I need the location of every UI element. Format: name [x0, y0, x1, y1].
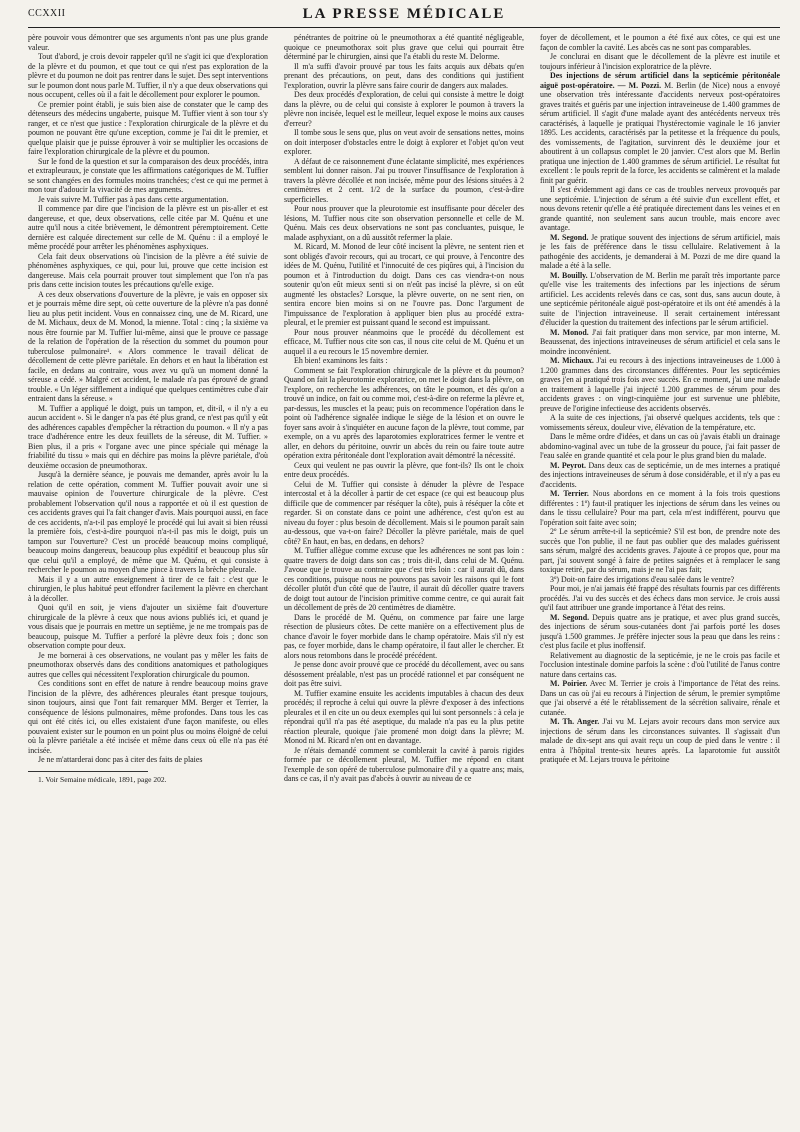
column-3: [540, 33, 780, 1122]
paragraph-text: Je pratique souvent des injections de sérum artificiel, mais je les fais de préférence dans le tissu cellulaire. Relativement à la pathogénie des accidents, je demanderai à M. Pozzi de me dire quand la malade a été à la selle.: [540, 232, 780, 270]
footnote-separator: [28, 771, 148, 772]
paragraph-text: Relativement au diagnostic de la septicémie, je ne le crois pas facile et l'occlusion intestinale domine parfois la scène : d'où l'utilité de l'anus contre nature dans certains cas.: [540, 650, 780, 679]
paragraph: Ceux qui veulent ne pas ouvrir la plèvre, que font-ils? Ils ont le choix entre deux procédés.: [284, 460, 524, 479]
paragraph-text: 2º Le sérum arrête-t-il la septicémie? S'il est bon, de prendre note des succès que l'on publie, il ne faut pas oublier que des malades guérissent sans sérum, malgré des accidents graves. J'ajoute à ce propos que, pour ma part, j'ai souvent songé à faire de petites saignées et à remplacer le sang toxique retiré, par du sérum, mais je ne l'ai pas fait;: [540, 527, 780, 574]
column-1: [28, 33, 268, 1122]
paragraph: Comment se fait l'exploration chirurgicale de la plèvre et du poumon? Quand on fait la pleurotomie exploratrice, on met le doigt dans la plèvre, on l'explore, on recherche les adhérences, on tâte le poumon, et dès qu'on a trouvé un indice, on fait ou comme moi, c'est-à-dire on referme la plèvre et, par-dessus, les muscles et la peau; puis on recommence l'opération dans le point où l'adhérence signalée indique le siège de la lésion et on ouvre le foyer sans avoir à s'inquiéter en aucune façon de la plèvre, tout comme, par exemple, on a vu après des laparotomies exploratrices fermer le ventre et aller, en dehors du péritoine, ouvrir un abcès du rein ou faire toute autre opération extra péritonéale dont l'exploration avait démontré la nécessité.: [284, 365, 524, 460]
paragraph: pénétrantes de poitrine où le pneumothorax a été quantité négligeable, quoique ce pneumothorax soit plus grave que celui qui pourrait être déterminé par le chirurgien, ainsi que l'a établi du reste M. Delorme.: [284, 33, 524, 61]
paragraph-text: Dans deux cas de septicémie, un de mes internes a pratiqué des injections intraveineuses de sérum à dose considérable, et il n'y a pas eu d'accidents.: [540, 460, 780, 489]
speaker-name: M. Terrier.: [550, 489, 589, 498]
speaker-name: M. Segond.: [550, 232, 589, 242]
paragraph-text: A la suite de ces injections, j'ai observé quelques accidents, tels que : vomissements séreux, douleur vive, élévation de la température, etc.: [540, 413, 780, 432]
speaker-name: M. Th. Anger.: [550, 717, 600, 726]
paragraph: Sur le fond de la question et sur la comparaison des deux procédés, intra et extrapleuraux, je constate que les affirmations catégoriques de M. Tuffier se sont changées en des formules moins tranchées; c'est ce qui me permet à mon tour d'adoucir la vivacité de mes arguments.: [28, 156, 268, 194]
paragraph-text: J'ai fait pratiquer dans mon service, par mon interne, M. Beaussenat, des injections intraveineuses de sérum artificiel et cela sans le moindre inconvénient.: [540, 327, 780, 356]
paragraph-text: Depuis quatre ans je pratique, et avec plus grand succès, des injections de sérum sous-cutanées dont j'ai parfois porté les doses jusqu'à 1.500 grammes. Je préfère injecter sous la peau que dans les reins : c'est plus facile et plus inoffensif.: [540, 612, 780, 650]
paragraph: Ce premier point établi, je suis bien aise de constater que le camp des détenseurs des médecins ungaberte, puisque M. Tuffier vient à son tour s'y ranger, et ce n'est que justice : l'exploration chirurgicale de la plèvre et du poumon ne pouvant être qu'une exception, comme je l'ai dit le premier, et quelque plaisir que je puisse éprouver à voir se multiplier les occasions de faire l'exploration chirurgicale de la plèvre et du poumon.: [28, 99, 268, 156]
paragraph: Je me bornerai à ces observations, ne voulant pas y mêler les faits de pneumothorax observés dans des conditions anatomiques et pathologiques autres que celles qui nécessitent l'exploration chirurgicale du poumon.: [28, 650, 268, 679]
speaker-name: M. Poirier.: [550, 679, 588, 688]
paragraph: A défaut de ce raisonnement d'une éclatante simplicité, mes expériences semblent lui donner raison. J'ai pu trouver l'insuffisance de l'exploration à travers la plèvre décollée et non incisée, même pour des lésions situées à 2 centimètres et 2 cent. 1/2 de la surface du poumon, c'est-à-dire superficielles.: [284, 156, 524, 204]
page-header: [28, 6, 780, 26]
paragraph: Pour nous prouver néanmoins que le procédé du décollement est efficace, M. Tuffier nous cite son cas, il nous cite celui de M. Quénu et un auquel il a eu recours le 15 novembre dernier.: [284, 327, 524, 356]
paragraph: [540, 271, 780, 328]
paragraph: Il commence par dire que l'incision de la plèvre est un pis-aller et est dangereuse, et que, deux observations, celle citée par M. Quénu et une autre qu'il nous a citée brièvement, le démontrent péremptoirement. Cette dernière est calquée directement sur celle de M. Quénu : il a employé le même procédé pour arrêter les phénomènes asphyxiques.: [28, 204, 268, 251]
paragraph: [540, 413, 780, 432]
paragraph: M. Tuffier examine ensuite les accidents imputables à chacun des deux procédés; il reproche à celui qui ouvre la plèvre d'exposer à des infections pleurales et il en cite un ou deux exemples qui lui sont personnels : à cela je répondrai qu'il n'a pas été aseptique, du malade n'a pas eu la plus petite réaction pleurale, quoique j'aie promené mon doigt dans la plèvre; M. Monod ni M. Ricard n'en ont en davantage.: [284, 688, 524, 745]
paragraph: [540, 717, 780, 765]
paragraph: [540, 584, 780, 613]
paragraph-text: 3º) Doit-on faire des irrigations d'eau salée dans le ventre?: [550, 574, 735, 584]
paragraph-text: Nous abordons en ce moment à la fois trois questions différentes : 1º) faut-il pratiquer les injections de sérum dans les veines ou dans le tissu cellulaire? Pour ma part, cela m'est indifférent, pourvu que l'opération soit faite avec soin;: [540, 489, 780, 527]
paragraph: Eh bien! examinons les faits :: [294, 356, 388, 365]
paragraph: Je pense donc avoir prouvé que ce procédé du décollement, avec ou sans désossement préalable, n'est pas un procédé rationnel et par conséquent ne doit pas être suivi.: [284, 660, 524, 688]
paragraph: A ces deux observations d'ouverture de la plèvre, je vais en opposer six et je pourrais même dire sept, où cette ouverture de la plèvre n'a pas donné lieu au plus petit incident. Vous en connaissez cinq, une de M. Ricard, une de M. Michaux, deux de M. Monod, la mienne. Total : cinq ; la sixième va nous être fournie par M. Tuffier lui-même, ainsi que le prouve ce passage de la relation de l'opération de la résection du sommet du poumon pour tuberculose pulmonaire¹. « Alors commence le travail délicat de décollement de cette plèvre pariétale. En dehors et en haut la libération est facile, en dedans au contraire, vous avez vu qu'à un moment donné la séreuse a cédé. » Malgré cet accident, le malade n'a pas éprouvé de grand trouble. « Un léger sifflement a indiqué que quelques centimètres cube d'air entraient dans la séreuse. »: [28, 289, 268, 403]
speaker-name: M. Pozzi.: [628, 80, 662, 90]
paragraph: Tout d'abord, je crois devoir rappeler qu'il ne s'agit ici que d'exploration de la plèvre et du poumon, et que tout ce qui n'est pas exploration de la plèvre et du poumon ne doit pas rentrer dans le sujet. Des sept interventions sur le poumon dont nous parle M. Tuffier, il n'y a que deux observations qui nous occupent, celles où il a fait le décollement pour explorer le poumon.: [28, 52, 268, 99]
paragraph-text: Pour moi, je n'ai jamais été frappé des résultats fournis par ces différents procédés. J'ai vu des succès et des échecs dans mon service. Je crois aussi qu'il faut attribuer une grande importance à l'état des reins.: [540, 584, 780, 612]
footnote: 1. Voir Semaine médicale, 1891, page 202.: [38, 774, 167, 784]
paragraph: Jusqu'à la dernière séance, je pouvais me demander, après avoir lu la relation de cette opération, comment M. Tuffier pouvait avoir une si mauvaise opinion de l'ouverture chirurgicale de la plèvre. C'est probablement l'observation qu'il nous a rapportée et où il est question de ces accidents graves qui l'a fait changer d'avis. Mais pourquoi aussi, en face de ces accidents, n'a-t-il pas employé le procédé qui lui avait si bien réussi la première fois, c'est-à-dire pourquoi n'a-t-il pas mis le doigt, puis un tampon sur l'ouverture? C'est un procédé beaucoup moins compliqué, beaucoup moins dangereux, beaucoup plus expéditif et beaucoup plus sûr que celui qu'il a employé, de même que M. Quénu, et qui consiste à rechercher le poumon au moyen d'une pince à travers la brèche pleurale.: [28, 470, 268, 574]
paragraph: [540, 356, 780, 413]
speaker-name: M. Segond.: [550, 612, 590, 622]
paragraph-text: J'ai eu recours à des injections intraveineuses de 1.000 à 1.200 grammes dans des circonstances différentes. Pour les septicémies graves j'en ai pratiqué trois fois avec succès. En ce moment, j'ai une malade en traitement à laquelle j'ai injecté 1.200 grammes de sérum pour des accidents graves : on vingt-cinquième jour est survenue une phlébite, preuve de l'origine infectieuse des accidents observés.: [540, 356, 780, 413]
paragraph: Je n'étais demandé comment se comblerait la cavité à parois rigides formée par ce décollement pleural, M. Tuffier me répond en citant l'exemple de son opéré de tuberculose pulmonaire d'il y a quatre ans; mais, dans ce cas, il n'y avait pas d'abcès à ouvrir au niveau de ce: [284, 745, 524, 783]
paragraph: M. Ricard, M. Monod de leur côté incisent la plèvre, ne sentent rien et sont obligés d'avoir recours, qui au trocart, ce qui prouve, à l'encontre des idées de M. Quénu, l'utilité et l'innocuité de ces piqûres qui, à l'incision du poumon et à l'introduction du doigt. Dans ces cas viendra-t-on nous soutenir qu'on eût mieux senti si on n'eût pas incisé la plèvre, si on eût augmenté les obstacles? Lorsque, la plèvre ouverte, on ne sent rien, on sentira encore bien moins si on ne l'ouvre pas. Donc l'argument de l'impuissance de l'exploration à appliquer bien plus au procédé extra-pleural, et le premier est puissant quand le second est impuissant.: [284, 242, 524, 327]
paragraph: [540, 432, 780, 461]
paragraph: [540, 233, 780, 271]
paragraph: [540, 185, 780, 233]
section-heading: Des injections de sérum artificiel dans la septicémie péritonéale aiguë post-opératoire. —: [540, 71, 780, 90]
paragraph: Mais il y a un autre enseignement à tirer de ce fait : c'est que le chirurgien, le plus habitué peut effondrer facilement la plèvre en cherchant à la décoller.: [28, 574, 268, 603]
paragraph-text: M. Berlin (de Nice) nous a envoyé une observation très intéressante d'accidents nerveux post-opératoires graves traités et guéris par une injection intraveineuse de 1.400 grammes de sérum artificiel. Il s'agit d'une malade ayant des antécédents nerveux très caractérisés, à laquelle je pratiquai l'hystérectomie vaginale le 16 janvier 1895. Les accidents, caractérisés par la petitesse et la fréquence du pouls, des vomissements, de l'agitation, survinrent dès le deuxième jour et aboutirent à un collapsus complet le 20 janvier. C'est alors que M. Berlin pratiqua une injection de 1.400 grammes de sérum artificiel. Le résultat fut excellent : le pouls reprit de la force, les accidents se calmèrent et la malade finit par guérir.: [540, 80, 780, 185]
paragraph-text: J'ai vu M. Lejars avoir recours dans mon service aux injections de sérum dans les circonstances suivantes. Il s'agissait d'un malade de dix-sept ans qui avait reçu un coup de pied dans le ventre : il entra à l'hôpital trente-six heures après. La laparotomie fut aussitôt pratiquée et M. Lejars trouva le péritoine: [540, 717, 780, 764]
paragraph-text: Je conclurai en disant que le décollement de la plèvre est inutile et toujours inférieur à l'incision exploratrice de la plèvre.: [540, 52, 780, 71]
paragraph: M. Tuffier allègue comme excuse que les adhérences ne sont pas loin : quatre travers de doigt dans son cas ; trois dit-il, dans celui de M. Quénu. J'avoue que je trouve au contraire que c'est très loin : car il aurait dû, dans ces conditions, puisque nous ne pouvons pas savoir les raisons qui le font décoller plutôt d'un côté que de l'autre, il aurait dû décoller quatre travers de doigt tout autour de l'incision primitive comme centre, ce qui aurait fait un décollement de près de 20 centimètres de diamètre.: [284, 546, 524, 612]
paragraph: Dans le procédé de M. Quénu, on commence par faire une large résection de plusieurs côtes. De cette manière on a effectivement plus de chance d'avoir le foyer morbide dans le champ opératoire. Mais s'il n'y est pas, ce foyer morbide, dans le champ opératoire, il faut aller le chercher. Et alors nous retombons dans le procédé précédent.: [284, 612, 524, 660]
paragraph: [540, 679, 780, 717]
paragraph: [540, 71, 780, 185]
paragraph: Je vais suivre M. Tuffier pas à pas dans cette argumentation.: [38, 194, 229, 204]
page-number: CCXXII: [28, 8, 66, 19]
paragraph: Des deux procédés d'exploration, de celui qui consiste à mettre le doigt dans la plèvre, ou de celui qui consiste à explorer le poumon à travers la plèvre non incisée, lequel est le meilleur, lequel expose le moins aux causes d'erreur?: [284, 90, 524, 128]
paragraph: [540, 489, 780, 527]
journal-title: LA PRESSE MÉDICALE: [302, 6, 506, 22]
paragraph: Cela fait deux observations où l'incision de la plèvre a été suivie de phénomènes asphyxiques, ce qui, pour lui, prouve que cette incision est dangereuse. Mais cela pourrait prouver tout simplement que l'on n'a pas pris dans cette incision toutes les précautions qu'elle exige.: [28, 251, 268, 289]
header-rule: [28, 27, 780, 28]
paragraph: [540, 52, 780, 71]
paragraph: [540, 651, 780, 680]
speaker-name: M. Peyrot.: [550, 460, 587, 470]
paragraph-text: Il s'est évidemment agi dans ce cas de troubles nerveux provoqués par une septicémie. L'injection de sérum a été suivie d'un excellent effet, et nous devons retenir qu'elle a été pratiquée directement dans les veines et en grande quantité, non seulement sans aucun trouble, mais encore avec avantage.: [540, 185, 780, 232]
paragraph: [540, 575, 780, 585]
text-columns: [28, 33, 780, 1122]
paragraph: Il tombe sous le sens que, plus on veut avoir de sensations nettes, moins on doit interposer d'obstacles entre le doigt à explorer et l'objet qu'on veut explorer.: [284, 128, 524, 156]
speaker-name: M. Monod.: [550, 327, 589, 337]
paragraph: Quoi qu'il en soit, je viens d'ajouter un sixième fait d'ouverture chirurgicale de la plèvre à ceux que nous avions publiés ici, et quand je vous disais que je pourrais en mettre un septième, je ne me trompais pas de beaucoup, puisque M. Tuffier a perforé la plèvre deux fois ; donc son observation compte pour deux.: [28, 603, 268, 650]
paragraph-text: Avec M. Terrier je crois à l'importance de l'état des reins. Dans un cas où j'ai eu recours à l'injection de sérum, le premier symptôme que j'ai observé a été le rétablissement de la sécrétion salivaire, rénale et cutanée.: [540, 679, 780, 717]
paragraph: Celui de M. Tuffier qui consiste à dénuder la plèvre de l'espace intercostal et à la décoller à partir de cet espace (ce qui est beaucoup plus difficile que de commencer par réséquer la côte), puis à réséquer la côte et regarder. Si on constate dans ce point une adhérence, c'est qu'on est au niveau du foyer : plus besoin de décollement. Mais si le poumon paraît sain au-dessous, que va-t-on faire? Décoller la plèvre pariétale, mais de quel côté? En haut, en bas, en dedans, en dehors?: [284, 479, 524, 546]
paragraph-text: foyer de décollement, et le poumon a été fixé aux côtes, ce qui est une façon de combler la cavité. Les abcès cas ne sont pas comparables.: [540, 33, 780, 52]
paragraph: père pouvoir vous démontrer que ses arguments n'ont pas une plus grande valeur.: [28, 33, 268, 52]
paragraph: [540, 527, 780, 575]
paragraph-text: L'observation de M. Berlin me paraît très importante parce qu'elle vise les traitements des infections par les injections de sérum artificiel. Les accidents relevés dans ce cas, sont dus, sans aucun doute, à une septicémie péritonéale aiguë post-opératoire et ils ont été amendés à la suite de l'injection intraveineuse. Il serait certainement intéressant d'élucider la question du traitement des infections par le sérum artificiel.: [540, 270, 780, 327]
paragraph: Il m'a suffi d'avoir prouvé par tous les faits acquis aux débats qu'en prenant des précautions, on peut, dans des conditions qui justifient l'exploration, ouvrir la plèvre sans faire courir de dangers aux malades.: [284, 61, 524, 90]
paragraph: [540, 613, 780, 651]
paragraph: [540, 328, 780, 357]
paragraph: [540, 33, 780, 52]
paragraph: Je ne m'attarderai donc pas à citer des faits de plaies: [38, 755, 203, 764]
paragraph: Pour nous prouver que la pleurotomie est insuffisante pour déceler des lésions, M. Tuffier nous cite son observation personnelle et celle de M. Quénu. Mais ces deux observations ne sont pas concluantes, puisque, le malade asphyxiant, on a dû aussitôt refermer la plaie.: [284, 204, 524, 242]
paragraph: Ces conditions sont en effet de nature à rendre beaucoup moins grave l'incision de la plèvre, des adhérences pleurales étant presque toujours, sinon toujours, ainsi que l'ont fait remarquer MM. Berger et Terrier, la conséquence de lésions pulmonaires, même profondes. Dans tous les cas qui ont été cités ici, ou elles existaient d'une façon manifeste, ou elles pouvaient exister sur le poumon en un point plus ou moins éloigné de celui où la plèvre pariétale a été incisée et même dans ceux où elle n'a pas été incisée.: [28, 679, 268, 755]
paragraph-text: Dans le même ordre d'idées, et dans un cas où j'avais établi un drainage abdomino-vaginal avec un tube de la grosseur du pouce, j'ai fait passer de l'eau salée en grande quantité et cela pour le plus grand bien du malade.: [540, 432, 780, 460]
column-2: [284, 33, 524, 1122]
speaker-name: M. Bouilly.: [550, 270, 588, 280]
paragraph: [540, 461, 780, 490]
paragraph: M. Tuffier a appliqué le doigt, puis un tampon, et, dit-il, « il n'y a eu aucun accident ». Si le danger n'a pas été plus grand, ce n'est pas qu'il y eût des adhérences capables d'empêcher la rétraction du poumon. « Il n'y a pas trace d'adhérence entre les deux feuillets de la séreuse, dit M. Tuffier. » Bien plus, il a pris « l'organe avec une pince spéciale qui ménage la friabilité du tissu » mais qui en déchire pas moins la plèvre pariétale, d'où deuxième occasion de pneumothorax.: [28, 403, 268, 470]
speaker-name: M. Michaux.: [550, 356, 594, 365]
